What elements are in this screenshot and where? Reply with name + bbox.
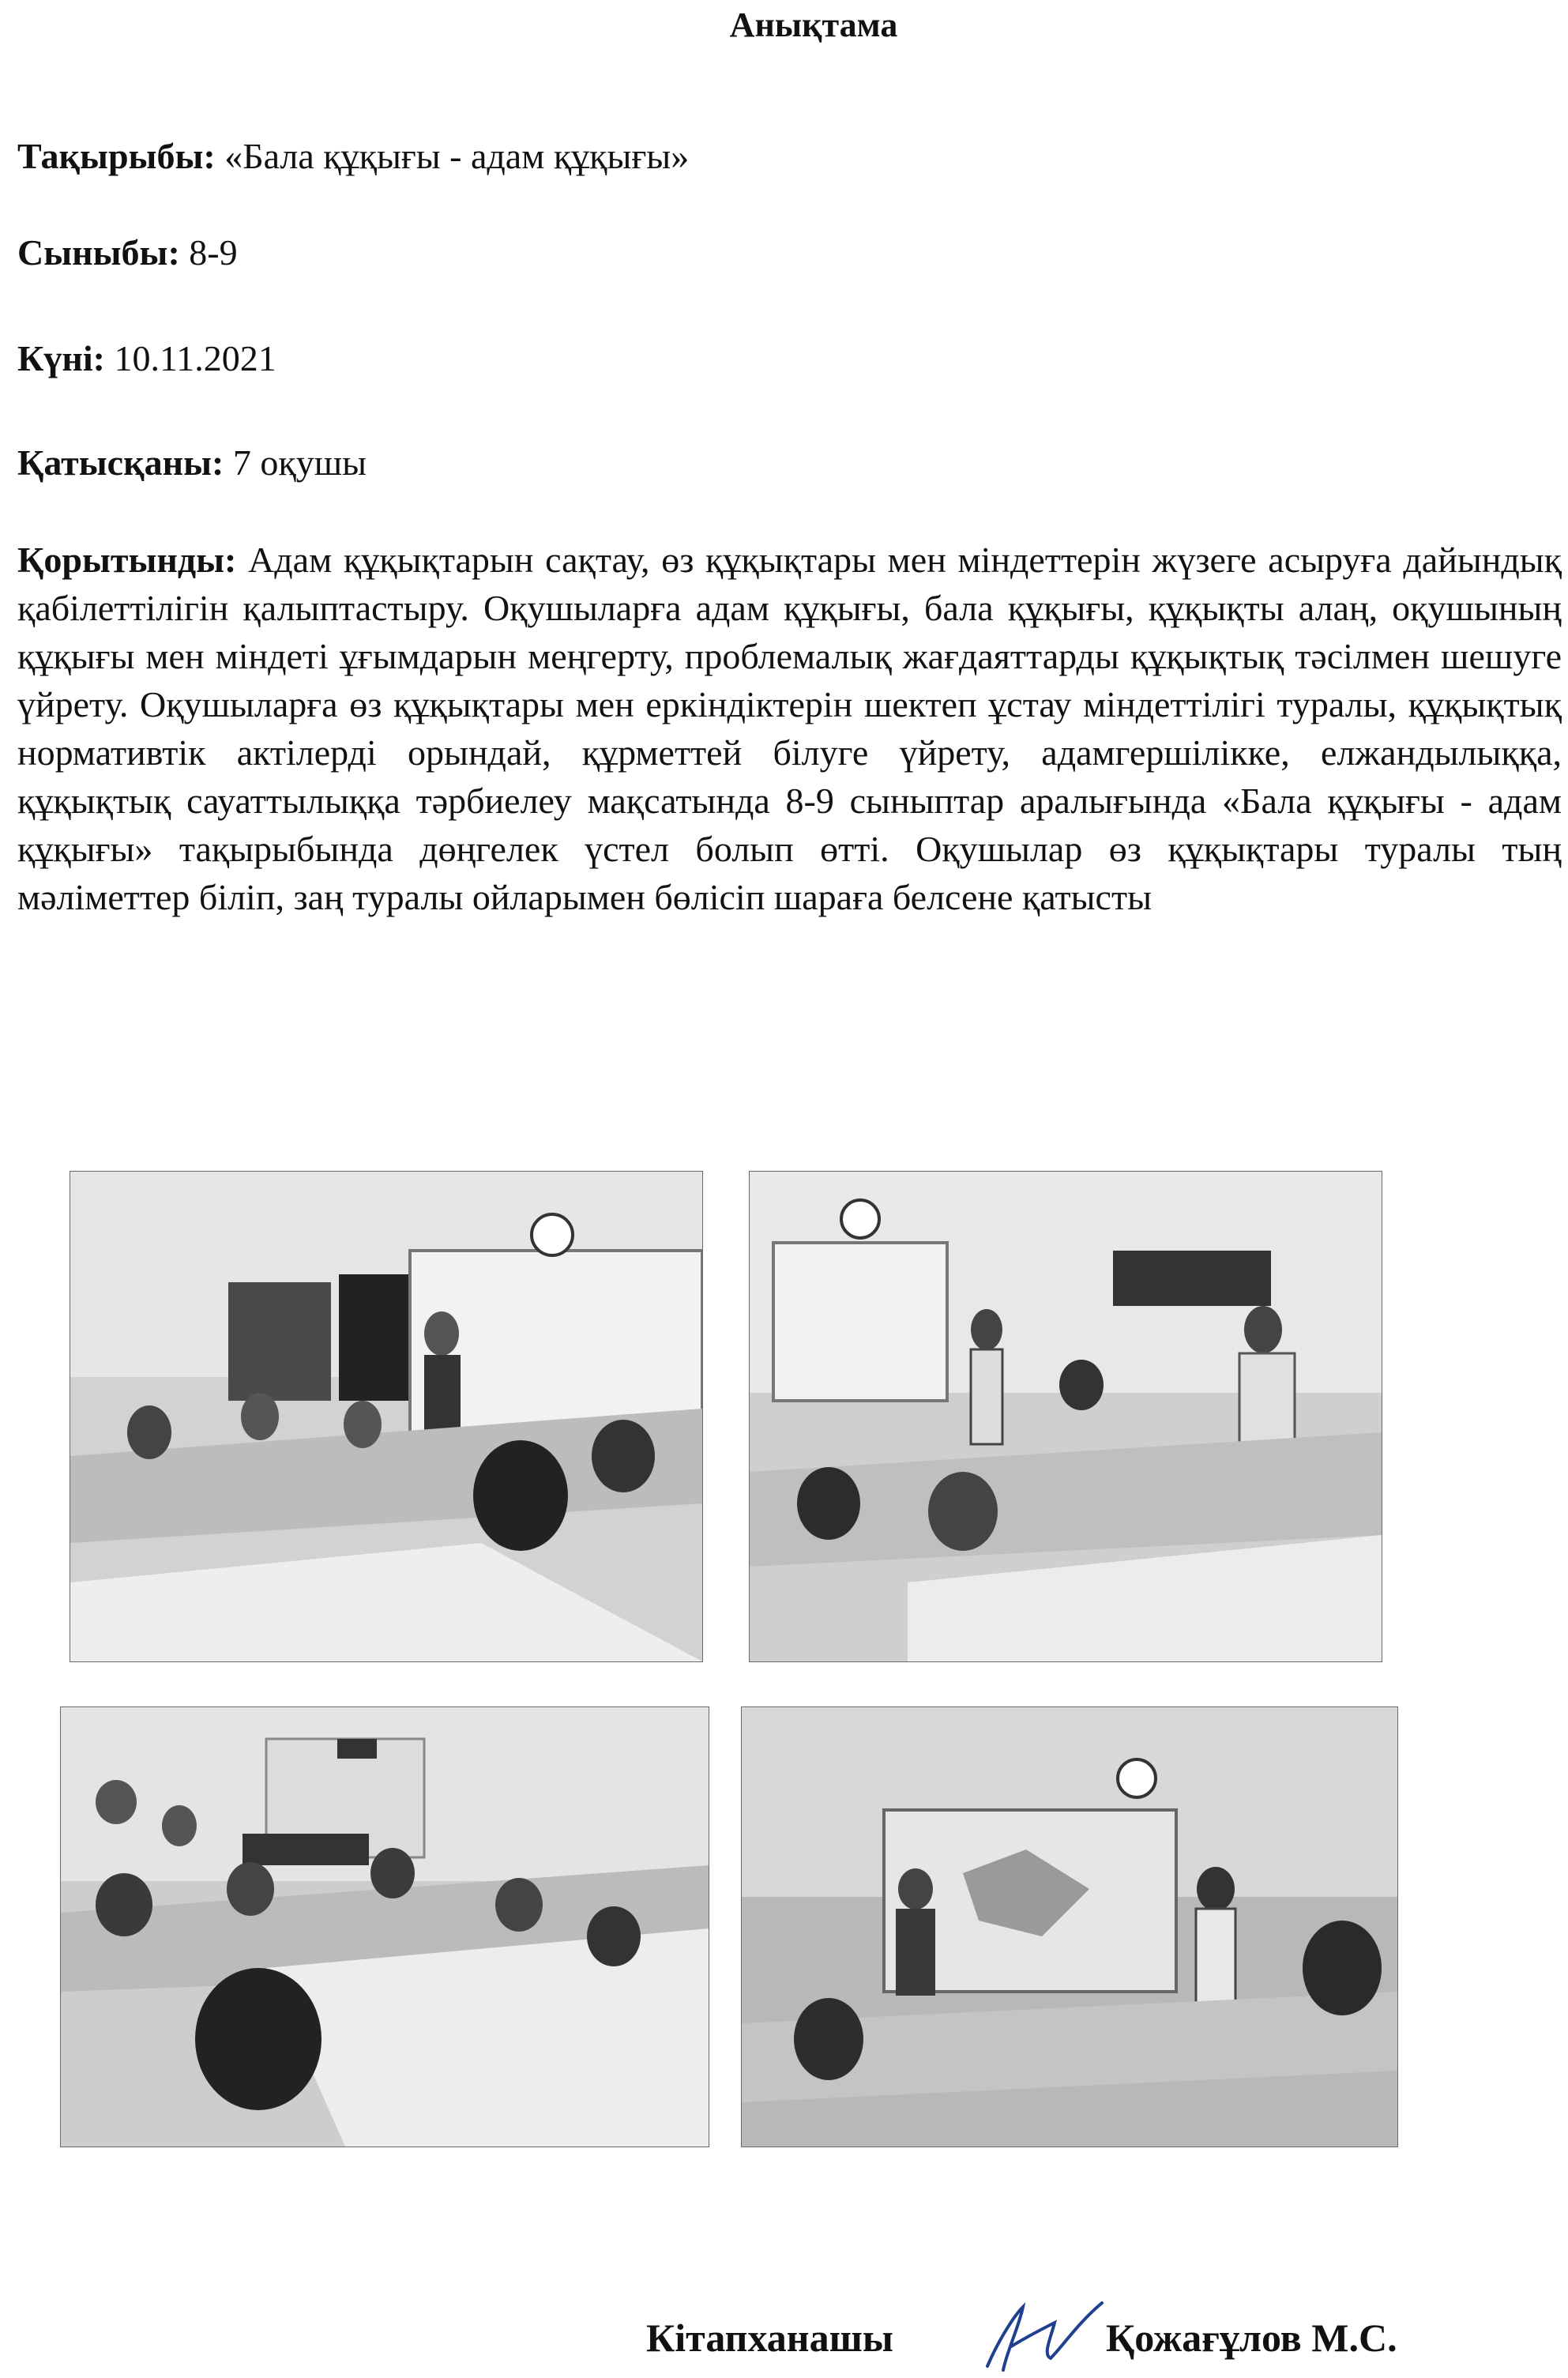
classroom-photo-4-image bbox=[742, 1707, 1397, 2147]
topic-value: «Бала құқығы - адам құқығы» bbox=[215, 136, 690, 176]
date-field bbox=[17, 335, 276, 382]
signature-row bbox=[0, 2307, 1568, 2370]
class-value: 8-9 bbox=[179, 232, 238, 273]
conclusion-label: Қорытынды: bbox=[17, 540, 237, 580]
participants-value: 7 оқушы bbox=[224, 442, 367, 483]
date-value: 10.11.2021 bbox=[104, 338, 276, 378]
topic-label: Тақырыбы: bbox=[17, 136, 216, 176]
document-title: Анықтама bbox=[729, 6, 898, 44]
participants-label: Қатысқаны: bbox=[17, 442, 224, 483]
class-field bbox=[17, 229, 238, 277]
conclusion-text: Адам құқықтарын сақтау, өз құқықтары мен міндеттерін жүзеге асыруға дайындық қабілеттілігін қалыптастыру. Оқушыларға адам құқығы, бала құқығы, құқықты алаң, оқушының құқығы мен міндеті ұғымдарын меңгерту, проблемалық жағдаяттарды құқықтық тәсілмен шешуге үйрету. Оқушыларға өз құқықтары мен еркіндіктерін шектеп ұстау міндеттілігі туралы, құқықтық нормативтік актілерді орындай, құрметтей білуге үйрету, адамгершілікке, елжандылыққа, құқықтық сауаттылыққа тәрбиелеу мақсатында 8-9 сыныптар аралығында «Бала құқығы - адам құқығы» тақырыбында дөңгелек үстел болып өтті. Оқушылар өз құқықтары туралы тың мәліметтер біліп, заң туралы ойларымен бөлісіп шараға белсене қатысты bbox=[17, 540, 1562, 917]
participants-field bbox=[17, 439, 367, 487]
classroom-photo-3 bbox=[60, 1706, 709, 2147]
classroom-photo-2-image bbox=[750, 1172, 1382, 1661]
handwritten-signature bbox=[976, 2291, 1110, 2378]
date-label: Күні: bbox=[17, 338, 105, 378]
class-label: Сыныбы: bbox=[17, 232, 180, 273]
classroom-photo-1 bbox=[70, 1171, 703, 1662]
signature-name: Қожағұлов М.С. bbox=[1106, 2316, 1397, 2360]
classroom-photo-1-image bbox=[70, 1172, 702, 1661]
conclusion-paragraph bbox=[17, 536, 1562, 921]
classroom-photo-4 bbox=[741, 1706, 1398, 2147]
topic-field bbox=[17, 133, 689, 180]
classroom-photo-2 bbox=[749, 1171, 1382, 1662]
classroom-photo-3-image bbox=[61, 1707, 709, 2147]
signature-role: Кітапханашы bbox=[646, 2316, 893, 2360]
